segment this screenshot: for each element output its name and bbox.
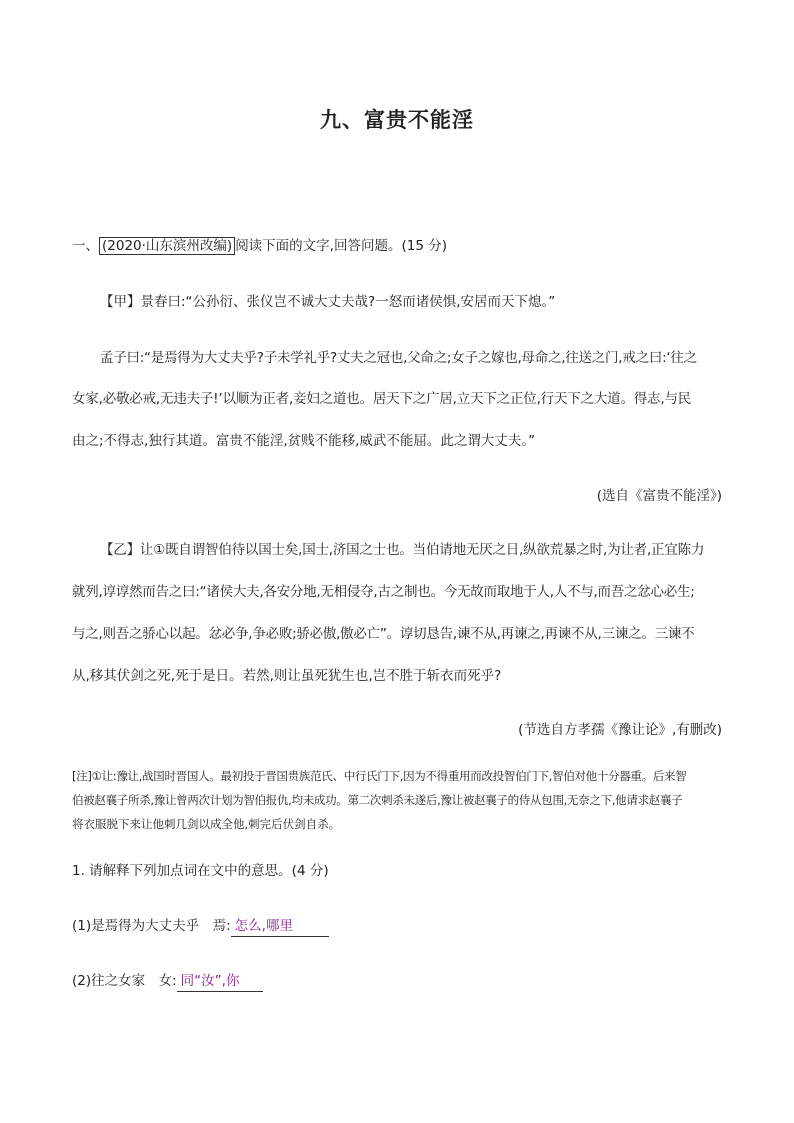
question-instruction: 阅读下面的文字,回答问题。(15 分) bbox=[235, 238, 447, 254]
note-line-1: [注]①让:豫让,战国时晋国人。最初投于晋国贵族范氏、中行氏门下,因为不得重用而改投智伯门下,智伯对他十分器重。后来智 bbox=[72, 769, 687, 783]
note-line-3: 将衣服脱下来让他刺几剑以成全他,刺完后伏剑自杀。 bbox=[72, 817, 341, 831]
item-text: (2)往之女家 女: bbox=[72, 973, 177, 989]
note-line-2: 伯被赵襄子所杀,豫让曾两次计划为智伯报仇,均未成功。第二次刺杀未遂后,豫让被赵襄子的侍从包围,无奈之下,他请求赵襄子 bbox=[72, 793, 683, 807]
passage-jia-line-4: 由之;不得志,独行其道。富贵不能淫,贫贱不能移,威武不能屈。此之谓大丈夫。” bbox=[72, 433, 536, 449]
question-number: 一、 bbox=[72, 238, 99, 254]
passage-yi-line-4: 从,移其伏剑之死,死于是日。若然,则让虽死犹生也,岂不胜于斩衣而死乎? bbox=[72, 668, 502, 684]
passage-jia-line-1: 【甲】景春曰:“公孙衍、张仪岂不诚大丈夫哉?一怒而诸侯惧,安居而天下熄。” bbox=[100, 294, 556, 310]
question-header bbox=[72, 236, 447, 256]
passage-yi-line-2: 就列,谆谆然而告之曰:“诸侯大夫,各安分地,无相侵夺,古之制也。今无故而取地于人,人不与,而吾之忿心必生; bbox=[72, 584, 695, 600]
question-1-item-1 bbox=[72, 916, 329, 937]
passage-yi-line-3: 与之,则吾之骄心以起。忿必争,争必败;骄必傲,傲必亡”。谆切恳告,谏不从,再谏之,再谏不从,三谏之。三谏不 bbox=[72, 626, 695, 642]
page-title: 九、富贵不能淫 bbox=[320, 108, 474, 132]
question-1-item-2 bbox=[72, 971, 263, 992]
passage-yi-line-1: 【乙】让①既自谓智伯待以国士矣,国士,济国之士也。当伯请地无厌之日,纵欲荒暴之时,为让者,正宜陈力 bbox=[100, 542, 705, 558]
answer-blank: 怎么,哪里 bbox=[231, 916, 329, 937]
passage-yi-source: (节选自方孝孺《豫让论》,有删改) bbox=[518, 722, 722, 738]
question-1-prompt: 1. 请解释下列加点词在文中的意思。(4 分) bbox=[72, 863, 329, 879]
item-text: (1)是焉得为大丈夫乎 焉: bbox=[72, 918, 231, 934]
passage-jia-line-3: 女家,必敬必戒,无违夫子!’以顺为正者,妾妇之道也。居天下之广居,立天下之正位,行天下之大道。得志,与民 bbox=[72, 391, 692, 407]
source-tag: (2020·山东滨州改编) bbox=[99, 237, 235, 255]
answer-blank: 同“汝”,你 bbox=[177, 971, 263, 992]
passage-jia-source: (选自《富贵不能淫》) bbox=[596, 488, 722, 504]
passage-jia-line-2: 孟子曰:“是焉得为大丈夫乎?子未学礼乎?丈夫之冠也,父命之;女子之嫁也,母命之,往送之门,戒之曰:‘往之 bbox=[100, 350, 697, 366]
